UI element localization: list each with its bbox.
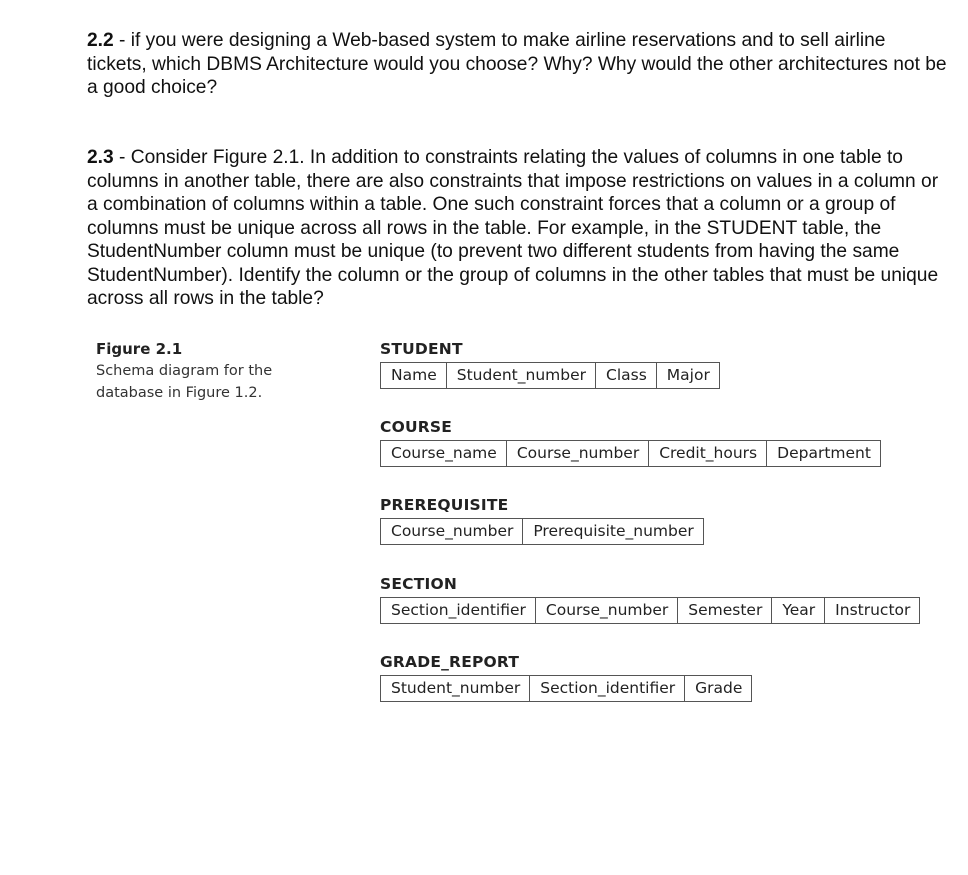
schema-column: Course_number xyxy=(507,441,649,466)
schema-column: Section_identifier xyxy=(381,598,536,623)
schema-column: Class xyxy=(596,363,657,388)
schema-column: Prerequisite_number xyxy=(533,522,694,540)
schema-name: GRADE_REPORT xyxy=(380,653,520,671)
schema-column: Department xyxy=(777,444,871,462)
schema-column: Section_identifier xyxy=(530,676,685,701)
question-text: - Consider Figure 2.1. In addition to constraints relating the values of columns in one table to columns in another table, there are also constraints that impose restrictions on values in a column or a combination of columns within a table. One such constraint forces that a column or a group of columns must be unique across all rows in the table. For example, in the STUDENT table, the StudentNumber column must be unique (to prevent two different students from having the same StudentNumber). Identify the column or the group of columns in the other tables that must be unique across all rows in the table? xyxy=(87,147,939,309)
figure-caption xyxy=(96,339,326,404)
schema-column: Instructor xyxy=(835,601,911,619)
schema-column: Semester xyxy=(678,598,772,623)
schema-column: Course_name xyxy=(381,441,507,466)
schema-section xyxy=(380,575,920,624)
schema-columns xyxy=(380,597,920,624)
question-2-2 xyxy=(87,29,947,100)
schema-prerequisite xyxy=(380,496,704,545)
schema-student xyxy=(380,340,720,389)
schema-column: Credit_hours xyxy=(649,441,767,466)
schema-grade-report xyxy=(380,653,752,702)
schema-name: COURSE xyxy=(380,418,453,436)
schema-column: Student_number xyxy=(381,676,530,701)
schema-column: Name xyxy=(381,363,447,388)
schema-name: STUDENT xyxy=(380,340,463,358)
schema-columns xyxy=(380,440,881,467)
schema-columns xyxy=(380,518,704,545)
schema-columns xyxy=(380,362,720,389)
schema-column: Year xyxy=(772,598,825,623)
schema-course xyxy=(380,418,881,467)
question-2-3 xyxy=(87,146,947,311)
figure-description: Schema diagram for the database in Figure 1.2. xyxy=(96,363,273,401)
schema-name: SECTION xyxy=(380,575,458,593)
schema-column: Major xyxy=(666,366,710,384)
schema-column: Course_number xyxy=(381,519,523,544)
schema-name: PREREQUISITE xyxy=(380,496,509,514)
figure-label: Figure 2.1 xyxy=(96,340,183,358)
question-number: 2.3 xyxy=(87,147,114,168)
schema-column: Course_number xyxy=(536,598,678,623)
schema-columns xyxy=(380,675,752,702)
schema-column: Student_number xyxy=(447,363,596,388)
question-number: 2.2 xyxy=(87,30,114,51)
schema-column: Grade xyxy=(695,679,743,697)
question-text: - if you were designing a Web-based system to make airline reservations and to sell airline tickets, which DBMS Architecture would you choose? Why? Why would the other architectures not be a good choice? xyxy=(87,30,947,98)
